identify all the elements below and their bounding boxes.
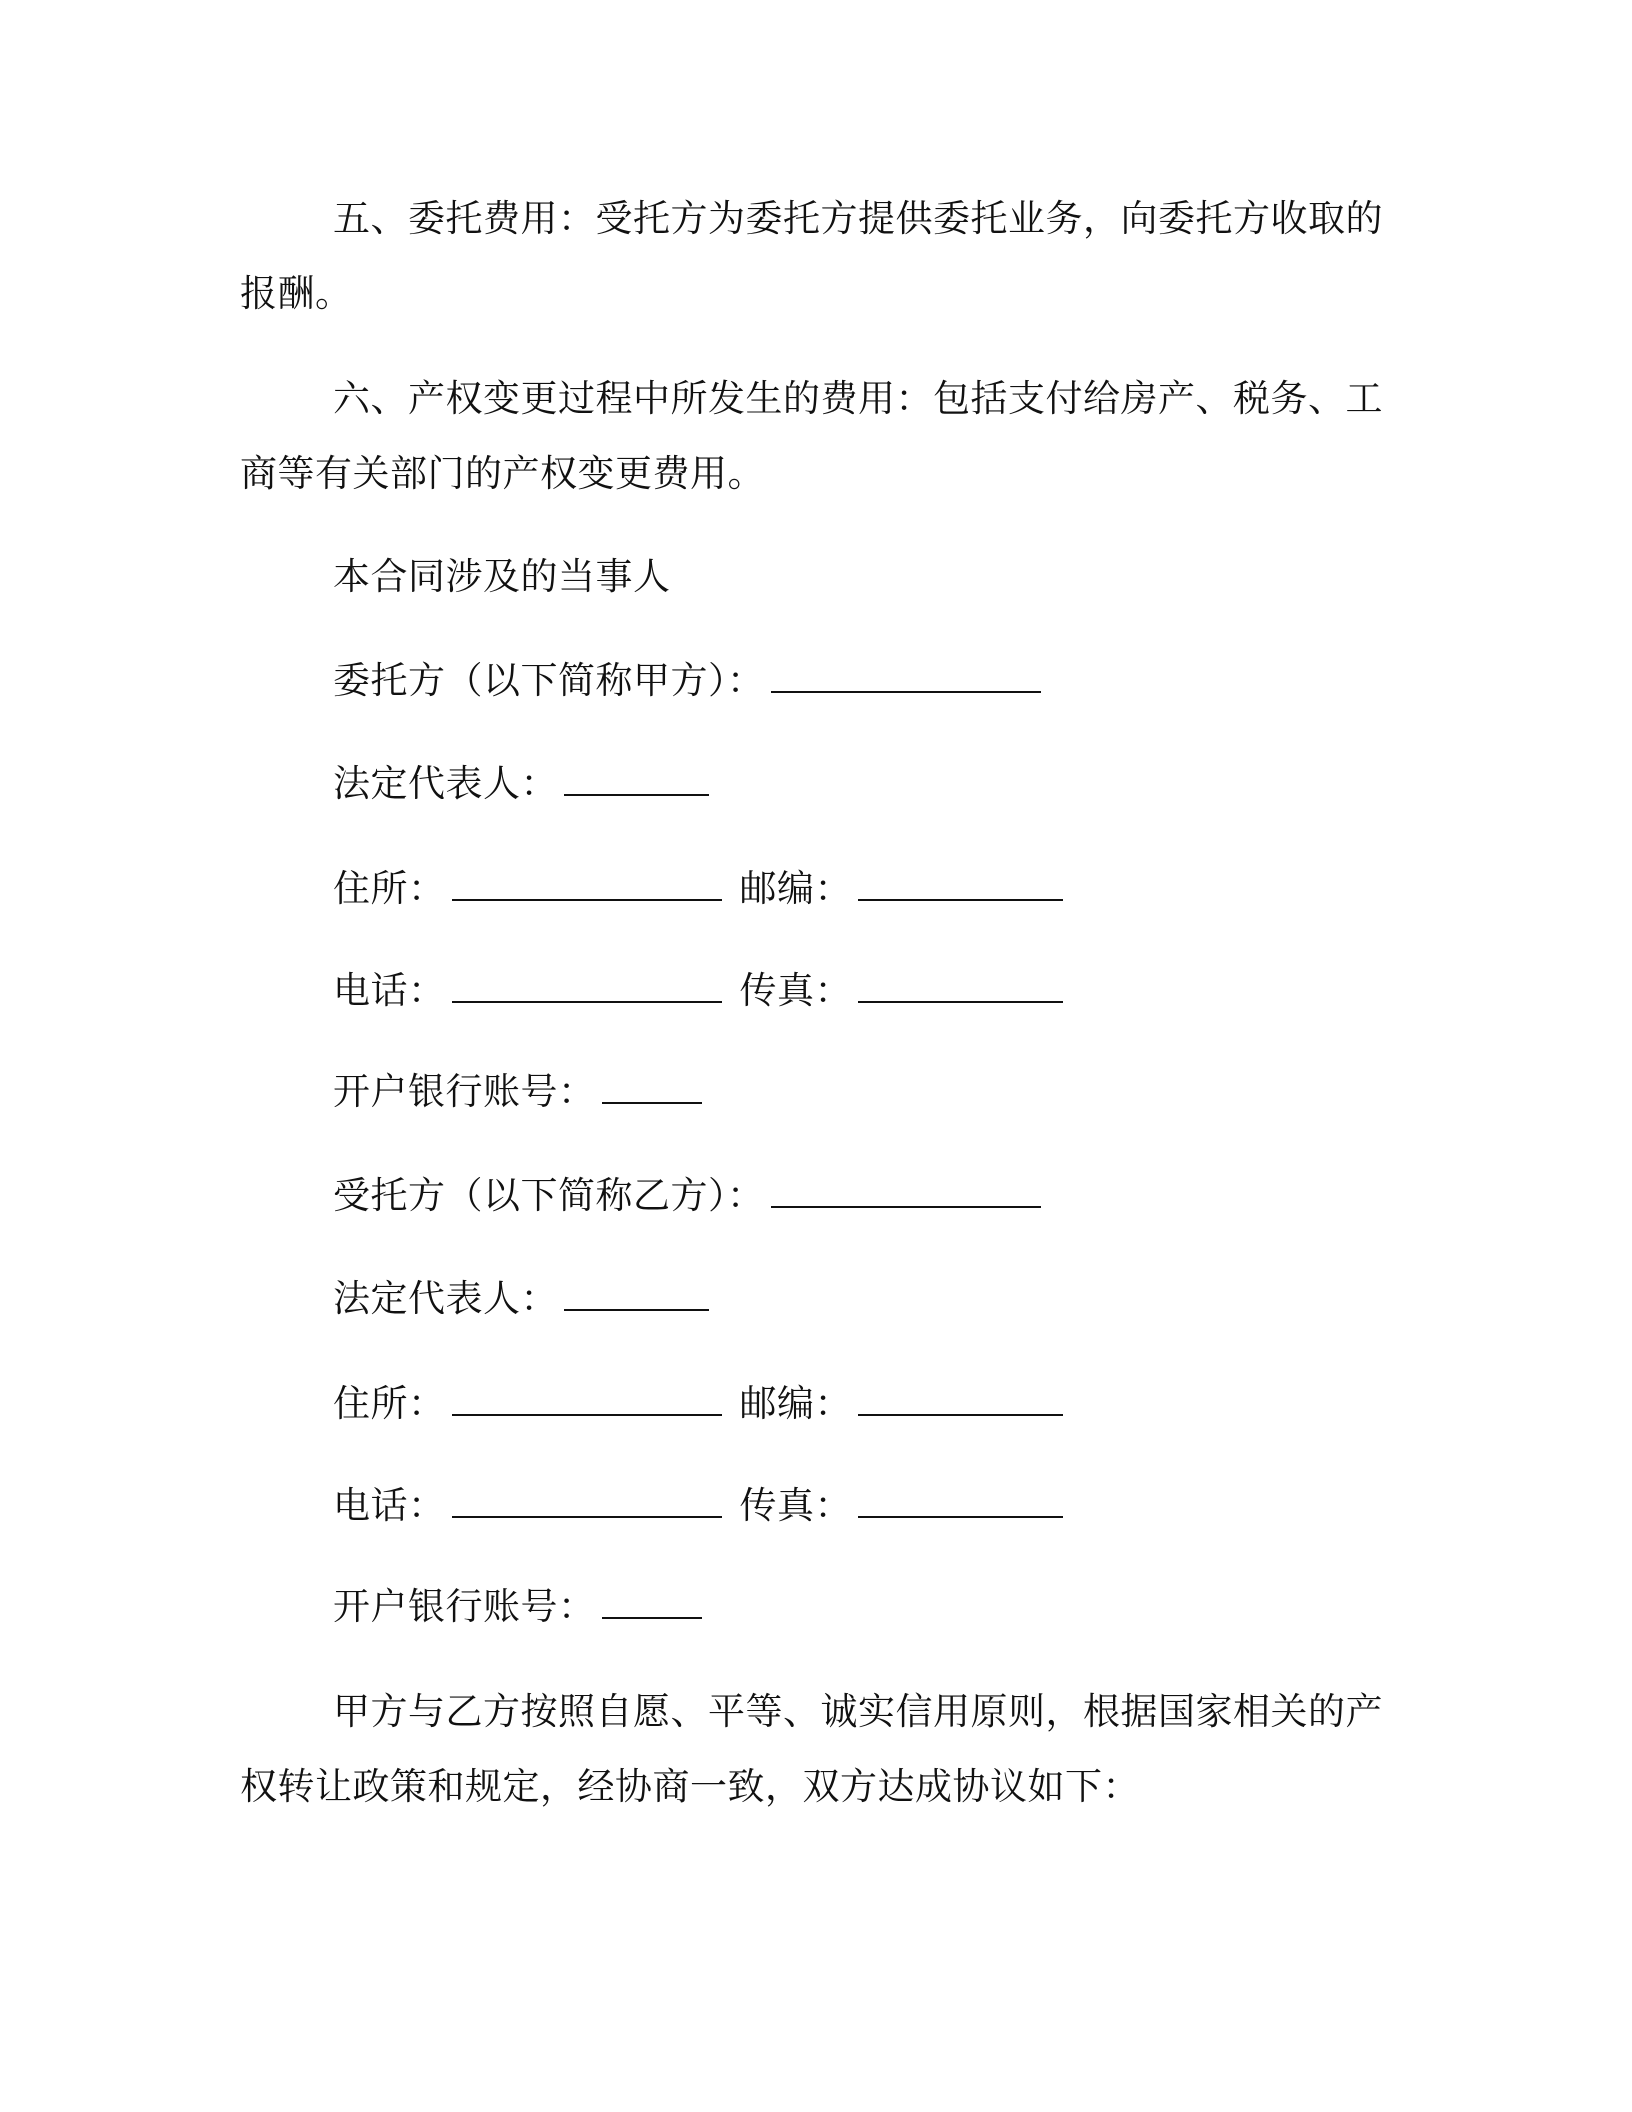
party-b-postcode-label: 邮编： <box>739 1382 852 1425</box>
party-a-fax-blank[interactable] <box>858 967 1063 1003</box>
party-a-phone-blank[interactable] <box>452 967 722 1003</box>
party-a-legal-rep-label: 法定代表人： <box>333 762 558 805</box>
party-b-bank-label: 开户银行账号： <box>333 1585 596 1628</box>
party-b-bank-row <box>333 1583 702 1631</box>
party-b-phone-row <box>333 1482 1063 1530</box>
clause6-line2: 商等有关部门的产权变更费用。 <box>240 452 765 495</box>
party-b-address-label: 住所： <box>333 1382 446 1425</box>
party-a-bank-label: 开户银行账号： <box>333 1070 596 1113</box>
parties-heading: 本合同涉及的当事人 <box>333 555 671 598</box>
party-b-phone-label: 电话： <box>333 1484 446 1527</box>
party-b-title-label: 受托方（以下简称乙方）： <box>333 1174 765 1217</box>
party-a-title-label: 委托方（以下简称甲方）： <box>333 659 765 702</box>
party-b-title-row <box>333 1172 1041 1220</box>
party-b-address-blank[interactable] <box>452 1380 722 1416</box>
party-a-bank-row <box>333 1068 702 1116</box>
party-a-postcode-label: 邮编： <box>739 867 852 910</box>
party-b-address-row <box>333 1380 1063 1428</box>
party-b-legal-rep-label: 法定代表人： <box>333 1277 558 1320</box>
party-b-fax-blank[interactable] <box>858 1482 1063 1518</box>
party-a-phone-label: 电话： <box>333 969 446 1012</box>
party-a-legal-rep-blank[interactable] <box>564 760 709 796</box>
party-b-phone-blank[interactable] <box>452 1482 722 1518</box>
party-b-fax-label: 传真： <box>739 1484 852 1527</box>
party-a-legal-rep-row <box>333 760 709 808</box>
party-a-address-row <box>333 865 1063 913</box>
clause5-line1: 五、委托费用：受托方为委托方提供委托业务，向委托方收取的 <box>333 197 1383 240</box>
agreement-line1: 甲方与乙方按照自愿、平等、诚实信用原则，根据国家相关的产 <box>333 1690 1383 1733</box>
clause6-line1: 六、产权变更过程中所发生的费用：包括支付给房产、税务、工 <box>333 377 1383 420</box>
party-a-phone-row <box>333 967 1063 1015</box>
party-a-name-blank[interactable] <box>771 657 1041 693</box>
party-a-address-blank[interactable] <box>452 865 722 901</box>
party-b-name-blank[interactable] <box>771 1172 1041 1208</box>
party-b-legal-rep-row <box>333 1275 709 1323</box>
agreement-line2: 权转让政策和规定，经协商一致，双方达成协议如下： <box>240 1765 1140 1808</box>
party-b-postcode-blank[interactable] <box>858 1380 1063 1416</box>
party-b-bank-blank[interactable] <box>602 1583 702 1619</box>
party-a-address-label: 住所： <box>333 867 446 910</box>
party-a-postcode-blank[interactable] <box>858 865 1063 901</box>
clause5-line2: 报酬。 <box>240 272 353 315</box>
party-a-title-row <box>333 657 1041 705</box>
party-b-legal-rep-blank[interactable] <box>564 1275 709 1311</box>
party-a-bank-blank[interactable] <box>602 1068 702 1104</box>
party-a-fax-label: 传真： <box>739 969 852 1012</box>
